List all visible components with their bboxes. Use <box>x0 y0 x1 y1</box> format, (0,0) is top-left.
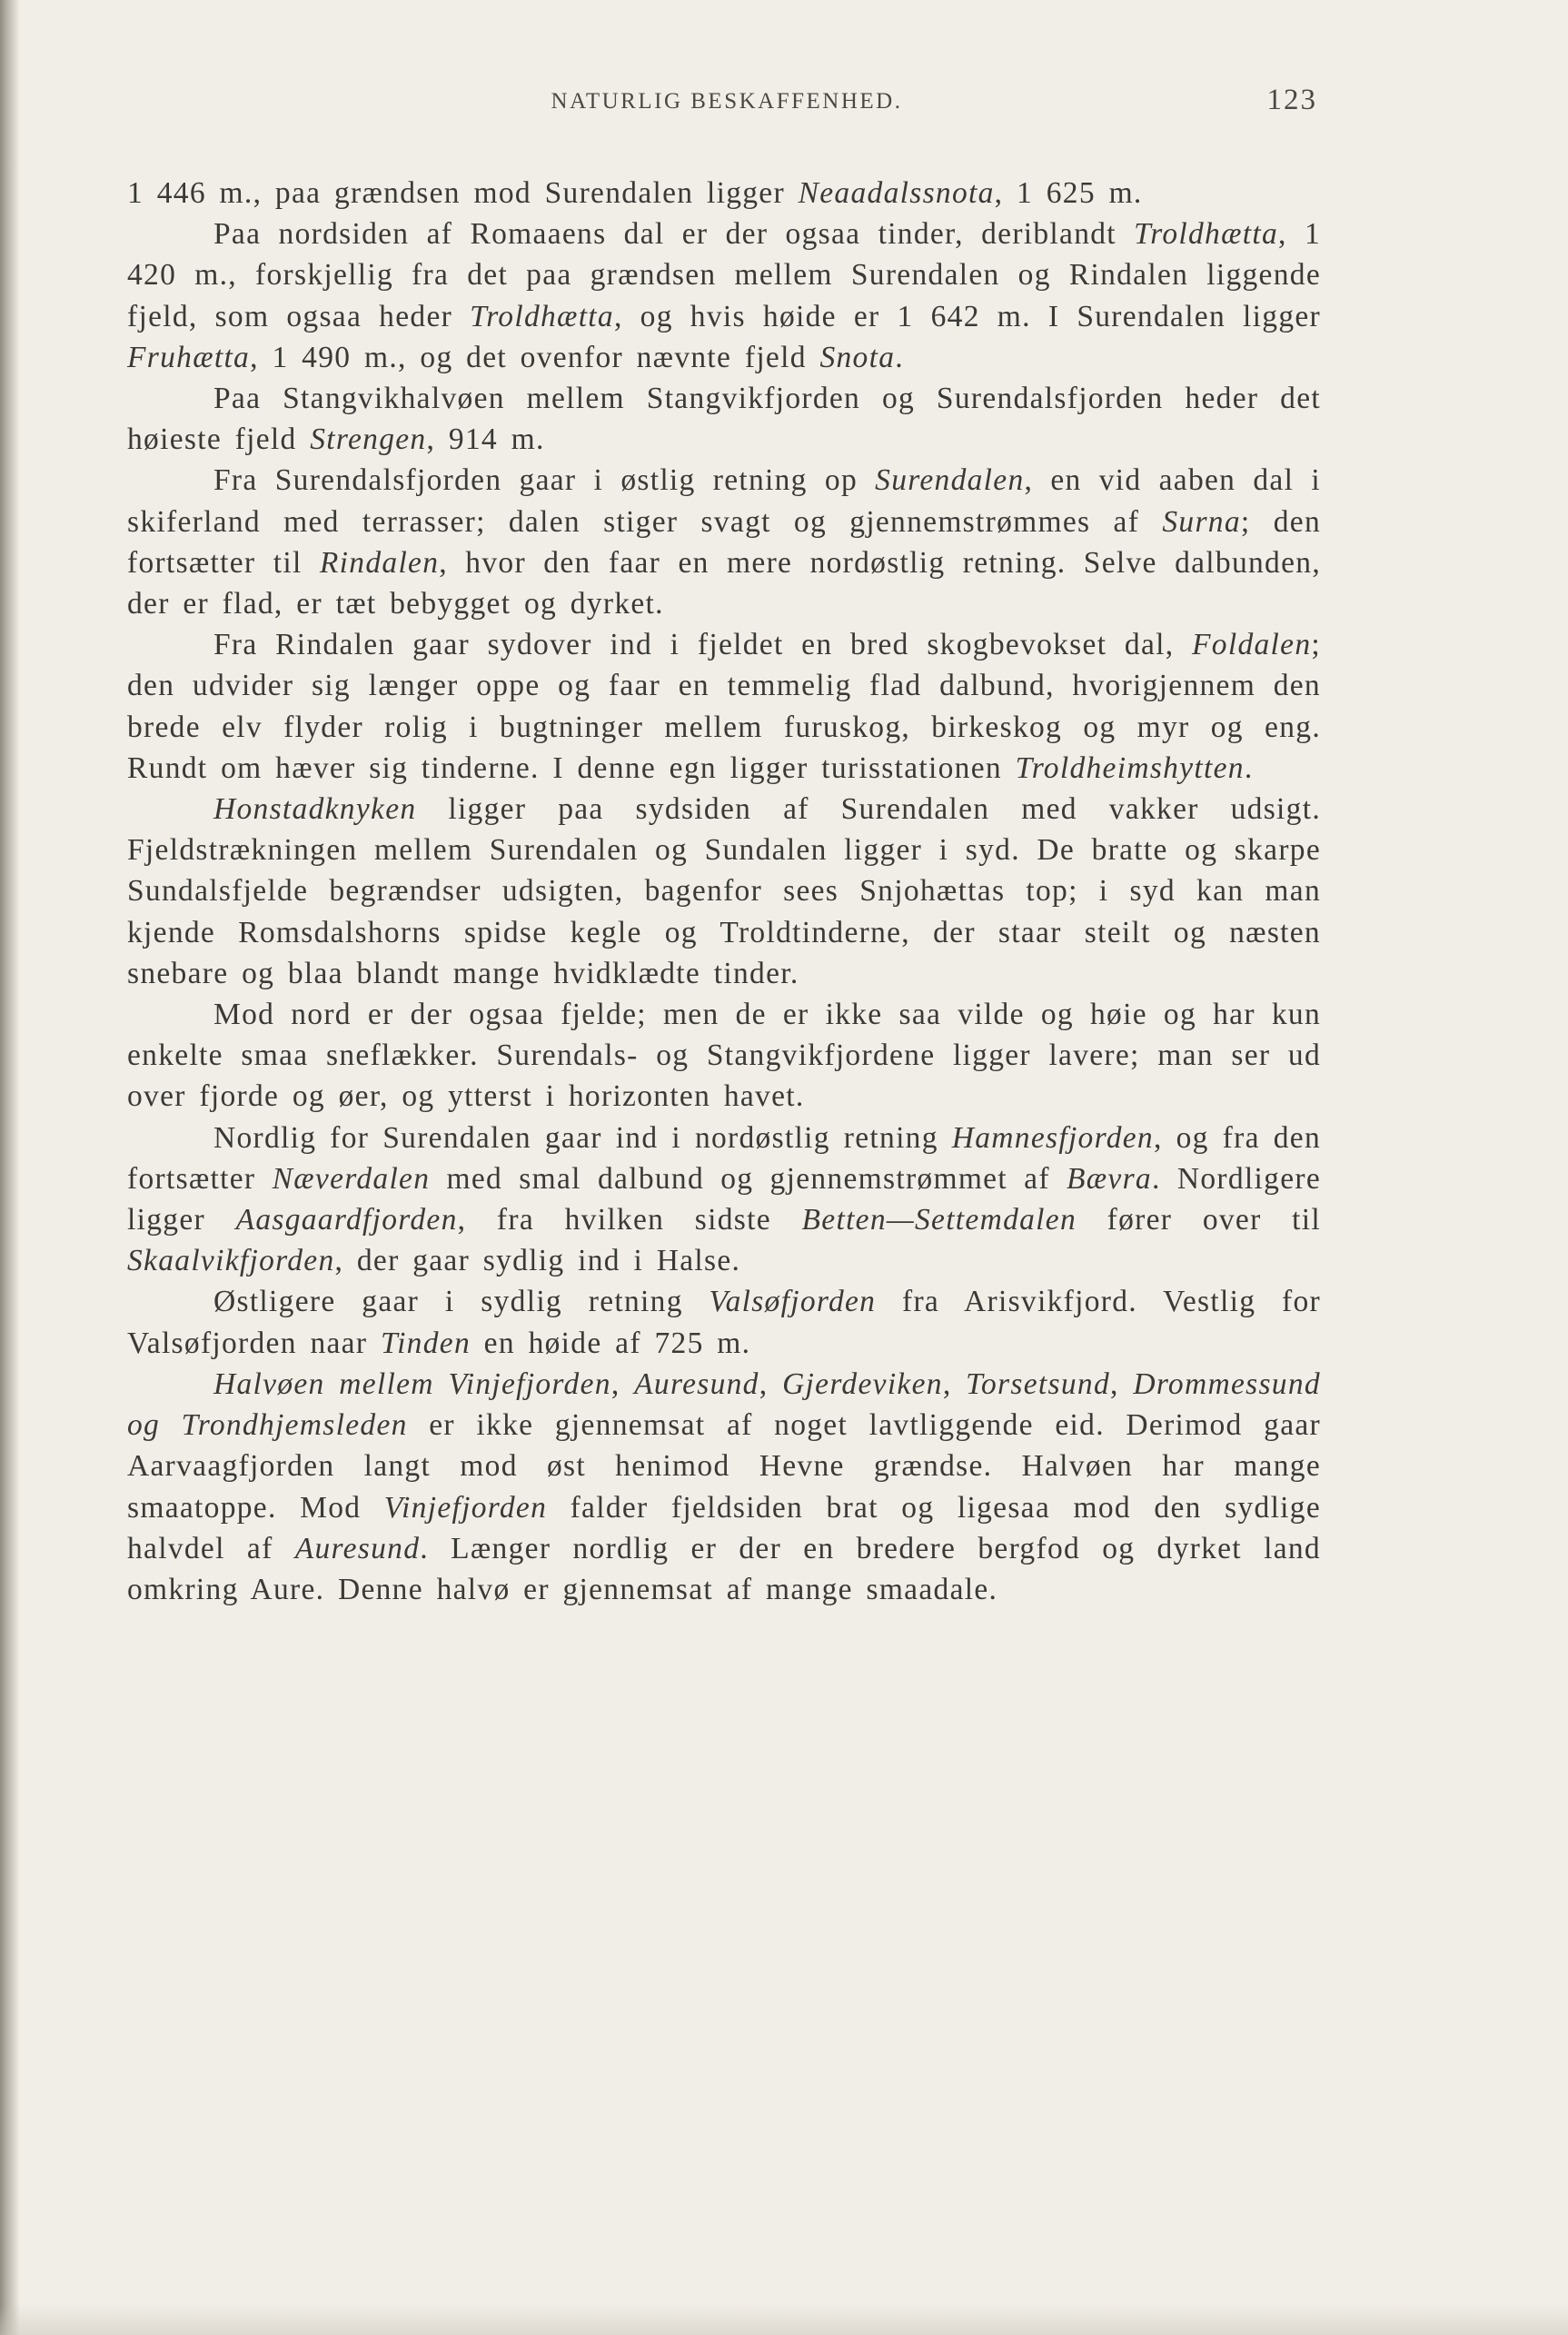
text-run: , 914 m. <box>426 422 545 457</box>
italic-place-name: Troldhætta <box>1134 217 1279 252</box>
page-header <box>127 84 1326 125</box>
paragraph <box>127 994 1321 1118</box>
italic-place-name: Torsetsund <box>966 1366 1110 1401</box>
italic-place-name: Neaadalssnota <box>798 176 995 210</box>
italic-place-name: Drommessund og Trondhjemsleden <box>127 1366 1321 1443</box>
italic-place-name: Strengen <box>310 422 427 457</box>
italic-place-name: Bævra <box>1067 1161 1152 1196</box>
running-head: NATURLIG BESKAFFENHED. <box>551 89 903 114</box>
italic-place-name: Vinjefjorden <box>383 1490 548 1525</box>
italic-place-name: Surna <box>1162 504 1241 539</box>
text-run: , fra hvilken sidste <box>457 1203 802 1237</box>
italic-place-name: Halvøen mellem Vinjefjorden <box>213 1366 611 1401</box>
text-run: Fra Rindalen gaar sydover ind i fjeldet en bred skogbevokset dal, <box>213 628 1193 662</box>
italic-place-name: Aasgaardfjorden <box>235 1203 458 1237</box>
text-run: er ikke gjennemsat af noget lavtliggende eid. Derimod gaar Aarvaagfjorden langt mod øst henimod Hevne grændse. Halvøen har mange smaatoppe. Mod <box>127 1408 1321 1525</box>
italic-place-name: Auresund <box>634 1366 759 1401</box>
page-bottom-shadow <box>0 2304 1568 2335</box>
text-run: Nordlig for Surendalen gaar ind i nordøstlig retning <box>213 1120 952 1155</box>
paragraph <box>127 173 1321 214</box>
paragraph <box>127 378 1321 460</box>
text-run: , en vid aaben dal i skiferland med terrasser; dalen stiger svagt og gjennemstrømmes af <box>127 463 1321 539</box>
text-run: . <box>895 340 904 374</box>
italic-place-name: Næverdalen <box>272 1161 431 1196</box>
paragraph <box>127 789 1321 994</box>
text-run: med smal dalbund og gjennemstrømmet af <box>430 1161 1067 1196</box>
page-number: 123 <box>1266 84 1317 116</box>
text-run: Østligere gaar i sydlig retning <box>213 1285 710 1319</box>
book-spine-shadow <box>0 0 20 2335</box>
italic-place-name: Betten—Settemdalen <box>801 1203 1077 1237</box>
text-run: , 1 490 m., og det ovenfor nævnte fjeld <box>250 340 820 374</box>
text-run: en høide af 725 m. <box>471 1326 751 1360</box>
text-run: fra Arisvikfjord. Vestlig for Valsøfjorden naar <box>127 1285 1321 1360</box>
paragraph <box>127 214 1321 378</box>
italic-place-name: Gjerdeviken <box>782 1366 943 1401</box>
text-run: ligger paa sydsiden af Surendalen med vakker udsigt. Fjeldstrækningen mellem Surendalen og Sundalen ligger i syd. De bratte og skarpe Sundalsfjelde begrændser udsigten, bagenfor sees Snjohættas top; i syd kan man kjende Romsdalshorns spidse kegle og Troldtinderne, der staar steilt og næsten snebare og blaa blandt mange hvidklædte tinder. <box>127 792 1321 990</box>
italic-place-name: Foldalen <box>1192 628 1312 662</box>
text-run: Paa nordsiden af Romaaens dal er der ogsaa tinder, deriblandt <box>213 217 1135 252</box>
text-run: ; den fortsætter til <box>127 504 1321 580</box>
italic-place-name: Valsøfjorden <box>709 1285 877 1319</box>
text-run: , <box>1110 1366 1134 1401</box>
text-run: , og fra den fortsætter <box>127 1120 1322 1196</box>
italic-place-name: Auresund <box>294 1531 421 1565</box>
text-run: , <box>759 1366 783 1401</box>
paragraph <box>127 460 1321 624</box>
text-run: , <box>610 1366 635 1401</box>
text-run: , der gaar sydlig ind i Halse. <box>334 1244 741 1278</box>
text-run: fører over til <box>1077 1203 1321 1237</box>
italic-place-name: Surendalen <box>875 463 1025 498</box>
text-run: , 1 625 m. <box>994 176 1143 210</box>
text-run: , og hvis høide er 1 642 m. I Surendalen ligger <box>613 299 1321 333</box>
text-run: , 1 420 m., forskjellig fra det paa grændsen mellem Surendalen og Rindalen liggende fjeld, som ogsaa heder <box>127 217 1321 333</box>
text-run: ; den udvider sig længer oppe og faar en temmelig flad dalbund, hvorigjennem den brede elv flyder rolig i bugtninger mellem furuskog, birkeskog og myr og eng. Rundt om hæver sig tinderne. I denne egn ligger turisstationen <box>127 628 1321 785</box>
italic-place-name: Fruhætta <box>127 340 251 374</box>
text-run: falder fjeldsiden brat og ligesaa mod den sydlige halvdel af <box>127 1490 1322 1565</box>
text-run: . Længer nordlig er der en bredere bergfod og dyrket land omkring Aure. Denne halvø er gjennemsat af mange smaadale. <box>127 1531 1321 1606</box>
paragraph <box>127 1118 1321 1282</box>
body-text <box>127 173 1321 1610</box>
paragraph <box>127 624 1321 789</box>
italic-place-name: Hamnesfjorden <box>951 1120 1154 1155</box>
italic-place-name: Tinden <box>380 1326 471 1360</box>
italic-place-name: Honstadknyken <box>213 792 417 827</box>
italic-place-name: Snota <box>819 340 896 374</box>
paragraph <box>127 1281 1321 1363</box>
italic-place-name: Troldheimshytten <box>1015 750 1245 785</box>
text-run: Mod nord er der ogsaa fjelde; men de er ikke saa vilde og høie og har kun enkelte smaa sneflækker. Surendals- og Stangvikfjordene ligger lavere; man ser ud over fjorde og øer, og ytterst i horizonten havet. <box>127 998 1321 1114</box>
paragraph <box>127 1364 1321 1610</box>
text-run: 1 446 m., paa grændsen mod Surendalen ligger <box>127 176 799 210</box>
text-run: Fra Surendalsfjorden gaar i østlig retning op <box>213 463 876 498</box>
italic-place-name: Rindalen <box>319 545 440 580</box>
italic-place-name: Troldhætta <box>470 299 614 333</box>
italic-place-name: Skaalvikfjorden <box>127 1244 335 1278</box>
text-run: . <box>1244 750 1254 785</box>
text-run: , hvor den faar en mere nordøstlig retning. Selve dalbunden, der er flad, er tæt bebygget og dyrket. <box>127 545 1321 621</box>
text-run: . Nordligere ligger <box>127 1161 1321 1237</box>
text-run: Paa Stangvikhalvøen mellem Stangvikfjorden og Surendalsfjorden heder det høieste fjeld <box>127 382 1321 457</box>
text-run: , <box>942 1366 967 1401</box>
